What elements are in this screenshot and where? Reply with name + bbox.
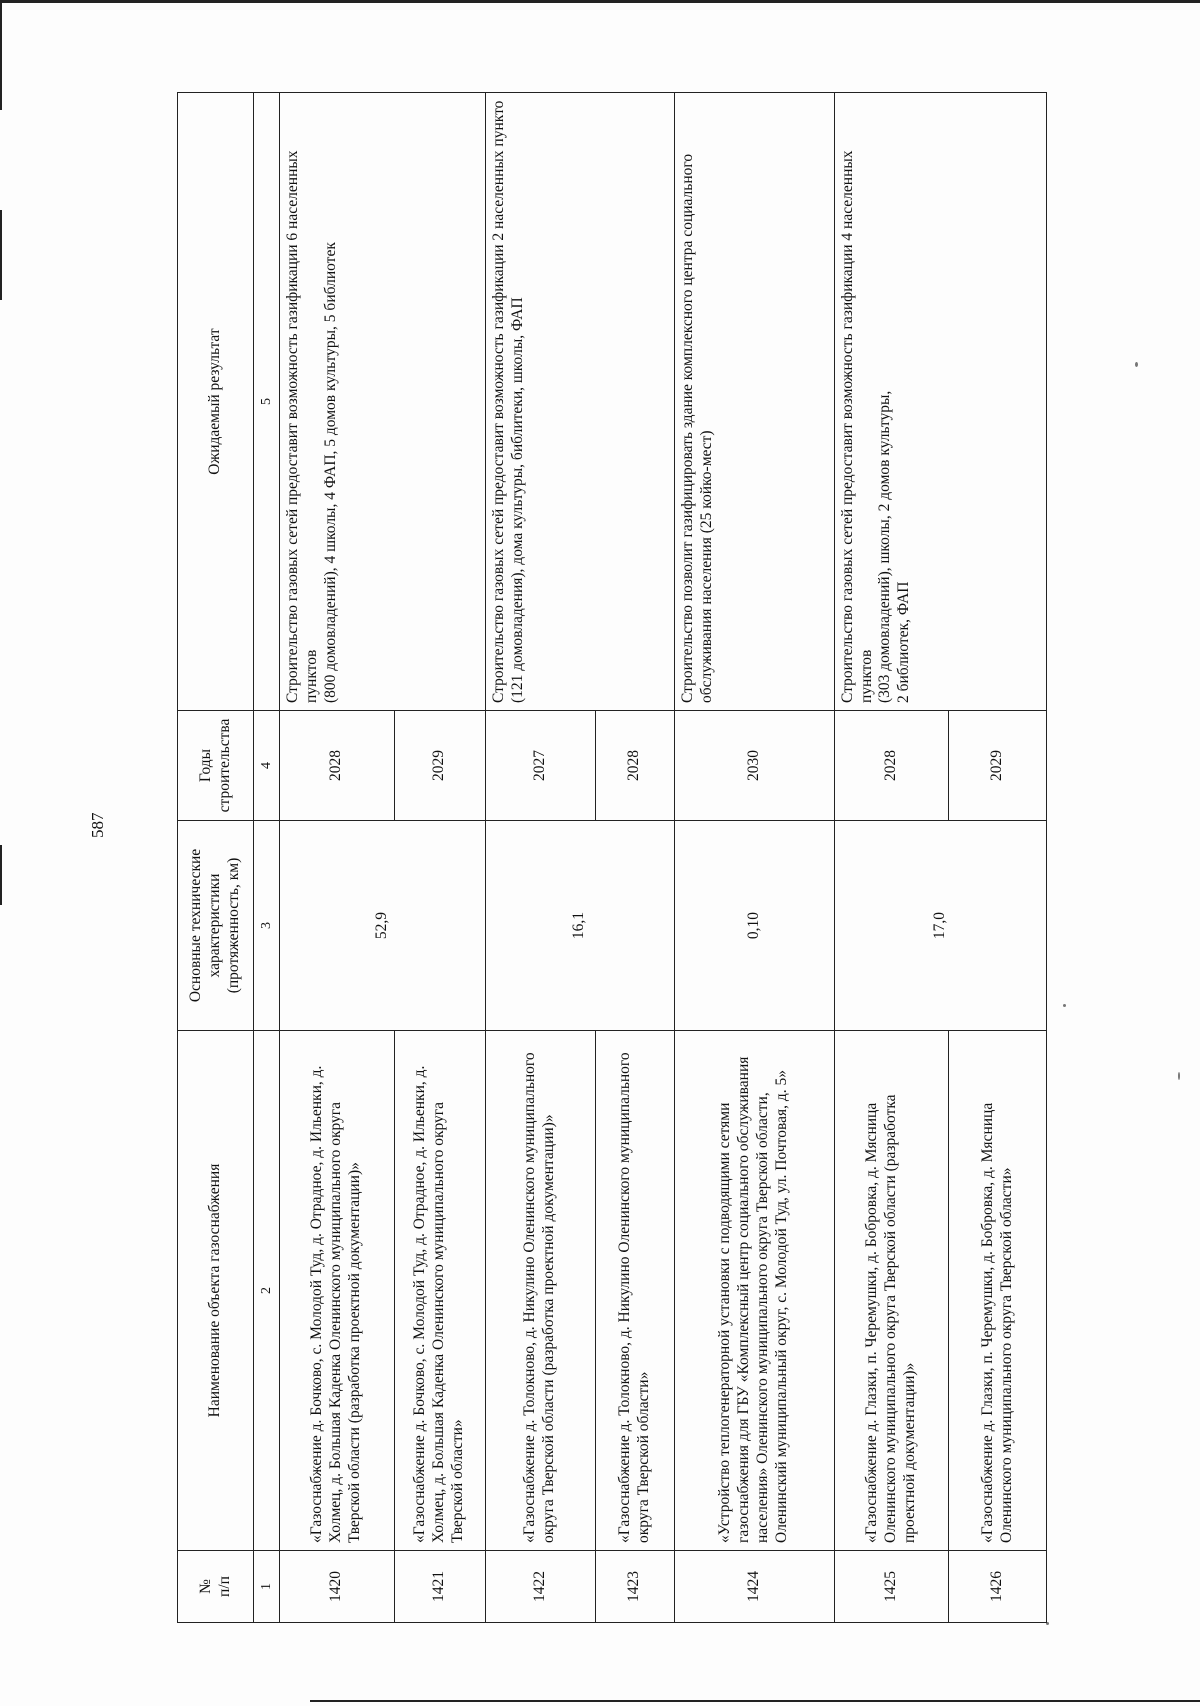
row-number: 1422 — [485, 1551, 595, 1623]
object-name: «Газоснабжение д. Толокново, д. Никулино Оленинского муниципального округа Тверской области» — [595, 1031, 674, 1551]
construction-year: 2028 — [834, 711, 948, 821]
scan-edge-left — [0, 845, 2, 905]
object-name: «Устройство теплогенераторной установки с подводящими сетями газоснабжения для ГБУ «Комплексный центр социального обслуживания населения» Оленинского муниципального округа Тверской области, Оленинский муниципальный округ, с. Молодой Туд, ул. Почтовая, д. 5» — [674, 1031, 834, 1551]
gas-supply-table — [177, 92, 1047, 1623]
column-number: 2 — [254, 1031, 280, 1551]
result-line: Строительство позволит газифицировать здание комплексного центра социального обслуживания населения (25 койко-мест) — [678, 153, 715, 703]
length-km: 52,9 — [280, 821, 486, 1031]
expected-result — [485, 93, 674, 711]
result-line: Строительство газовых сетей предоставит возможность газификации 6 населенных пунктов — [284, 150, 320, 703]
document-page — [177, 93, 1047, 1623]
row-number: 1424 — [674, 1551, 834, 1623]
length-km: 17,0 — [834, 821, 1046, 1031]
scan-edge-top — [0, 0, 1200, 3]
header-name: Наименование объекта газоснабжения — [178, 1031, 254, 1551]
result-line: 2 библиотек, ФАП — [895, 581, 913, 703]
construction-year: 2029 — [949, 711, 1047, 821]
scan-edge-bottom — [310, 1700, 1200, 1702]
row-number: 1426 — [949, 1551, 1047, 1623]
table-row — [280, 93, 394, 1623]
result-line: Строительство газовых сетей предоставит возможность газификации 4 населенных пунктов — [838, 150, 875, 703]
result-line: Строительство газовых сетей предоставит возможность газификации 2 населенных пункто — [489, 100, 507, 703]
construction-year: 2027 — [485, 711, 595, 821]
object-name: «Газоснабжение д. Бочково, с. Молодой Туд, д. Отрадное, д. Ильенки, д. Холмец, д. Большая Каденка Оленинского муниципального округа Тверской области» — [394, 1031, 485, 1551]
column-number: 5 — [254, 93, 280, 711]
scan-speck — [1063, 1004, 1066, 1007]
result-line: (121 домовладения), дома культуры, библитеки, школы, ФАП — [508, 297, 526, 703]
scan-speck — [1135, 362, 1138, 367]
object-name: «Газоснабжение д. Толокново, д. Никулино Оленинского муниципального округа Тверской области (разработка проектной документации)» — [485, 1031, 595, 1551]
header-num: № п/п — [178, 1551, 254, 1623]
length-km: 16,1 — [485, 821, 674, 1031]
table-row — [674, 93, 834, 1623]
header-characteristics: Основные технические характеристики (протяженность, км) — [178, 821, 254, 1031]
scan-speck — [1178, 1072, 1180, 1080]
column-number: 4 — [254, 711, 280, 821]
column-number-row — [254, 93, 280, 1623]
expected-result — [834, 93, 1046, 711]
object-name: «Газоснабжение д. Бочково, с. Молодой Туд, д. Отрадное, д. Ильенки, д. Холмец, д. Большая Каденка Оленинского муниципального округа Тверской области (разработка проектной документации)» — [280, 1031, 394, 1551]
construction-year: 2029 — [394, 711, 485, 821]
column-number: 3 — [254, 821, 280, 1031]
object-name: «Газоснабжение д. Глазки, п. Черемушки, д. Бобровка, д. Мясница Оленинского муниципального округа Тверской области» — [949, 1031, 1047, 1551]
row-number: 1421 — [394, 1551, 485, 1623]
table-header-row — [178, 93, 254, 1623]
result-line: (303 домовладений), школы, 2 домов культуры, — [876, 390, 894, 703]
construction-year: 2030 — [674, 711, 834, 821]
construction-year: 2028 — [280, 711, 394, 821]
expected-result — [280, 93, 486, 711]
scan-edge-left — [0, 210, 2, 300]
table-row — [834, 93, 948, 1623]
table-row — [485, 93, 595, 1623]
row-number: 1423 — [595, 1551, 674, 1623]
result-line: (800 домовладений), 4 школы, 4 ФАП, 5 домов культуры, 5 библиотек — [321, 242, 339, 703]
length-km: 0,10 — [674, 821, 834, 1031]
page-number: 587 — [88, 812, 107, 838]
header-years: Годы строительства — [178, 711, 254, 821]
header-result: Ожидаемый результат — [178, 93, 254, 711]
object-name: «Газоснабжение д. Глазки, п. Черемушки, д. Бобровка, д. Мясница Оленинского муниципального округа Тверской области (разработка проектной документации)» — [834, 1031, 948, 1551]
construction-year: 2028 — [595, 711, 674, 821]
row-number: 1420 — [280, 1551, 394, 1623]
column-number: 1 — [254, 1551, 280, 1623]
expected-result — [674, 93, 834, 711]
row-number: 1425 — [834, 1551, 948, 1623]
scan-edge-left — [0, 0, 2, 110]
